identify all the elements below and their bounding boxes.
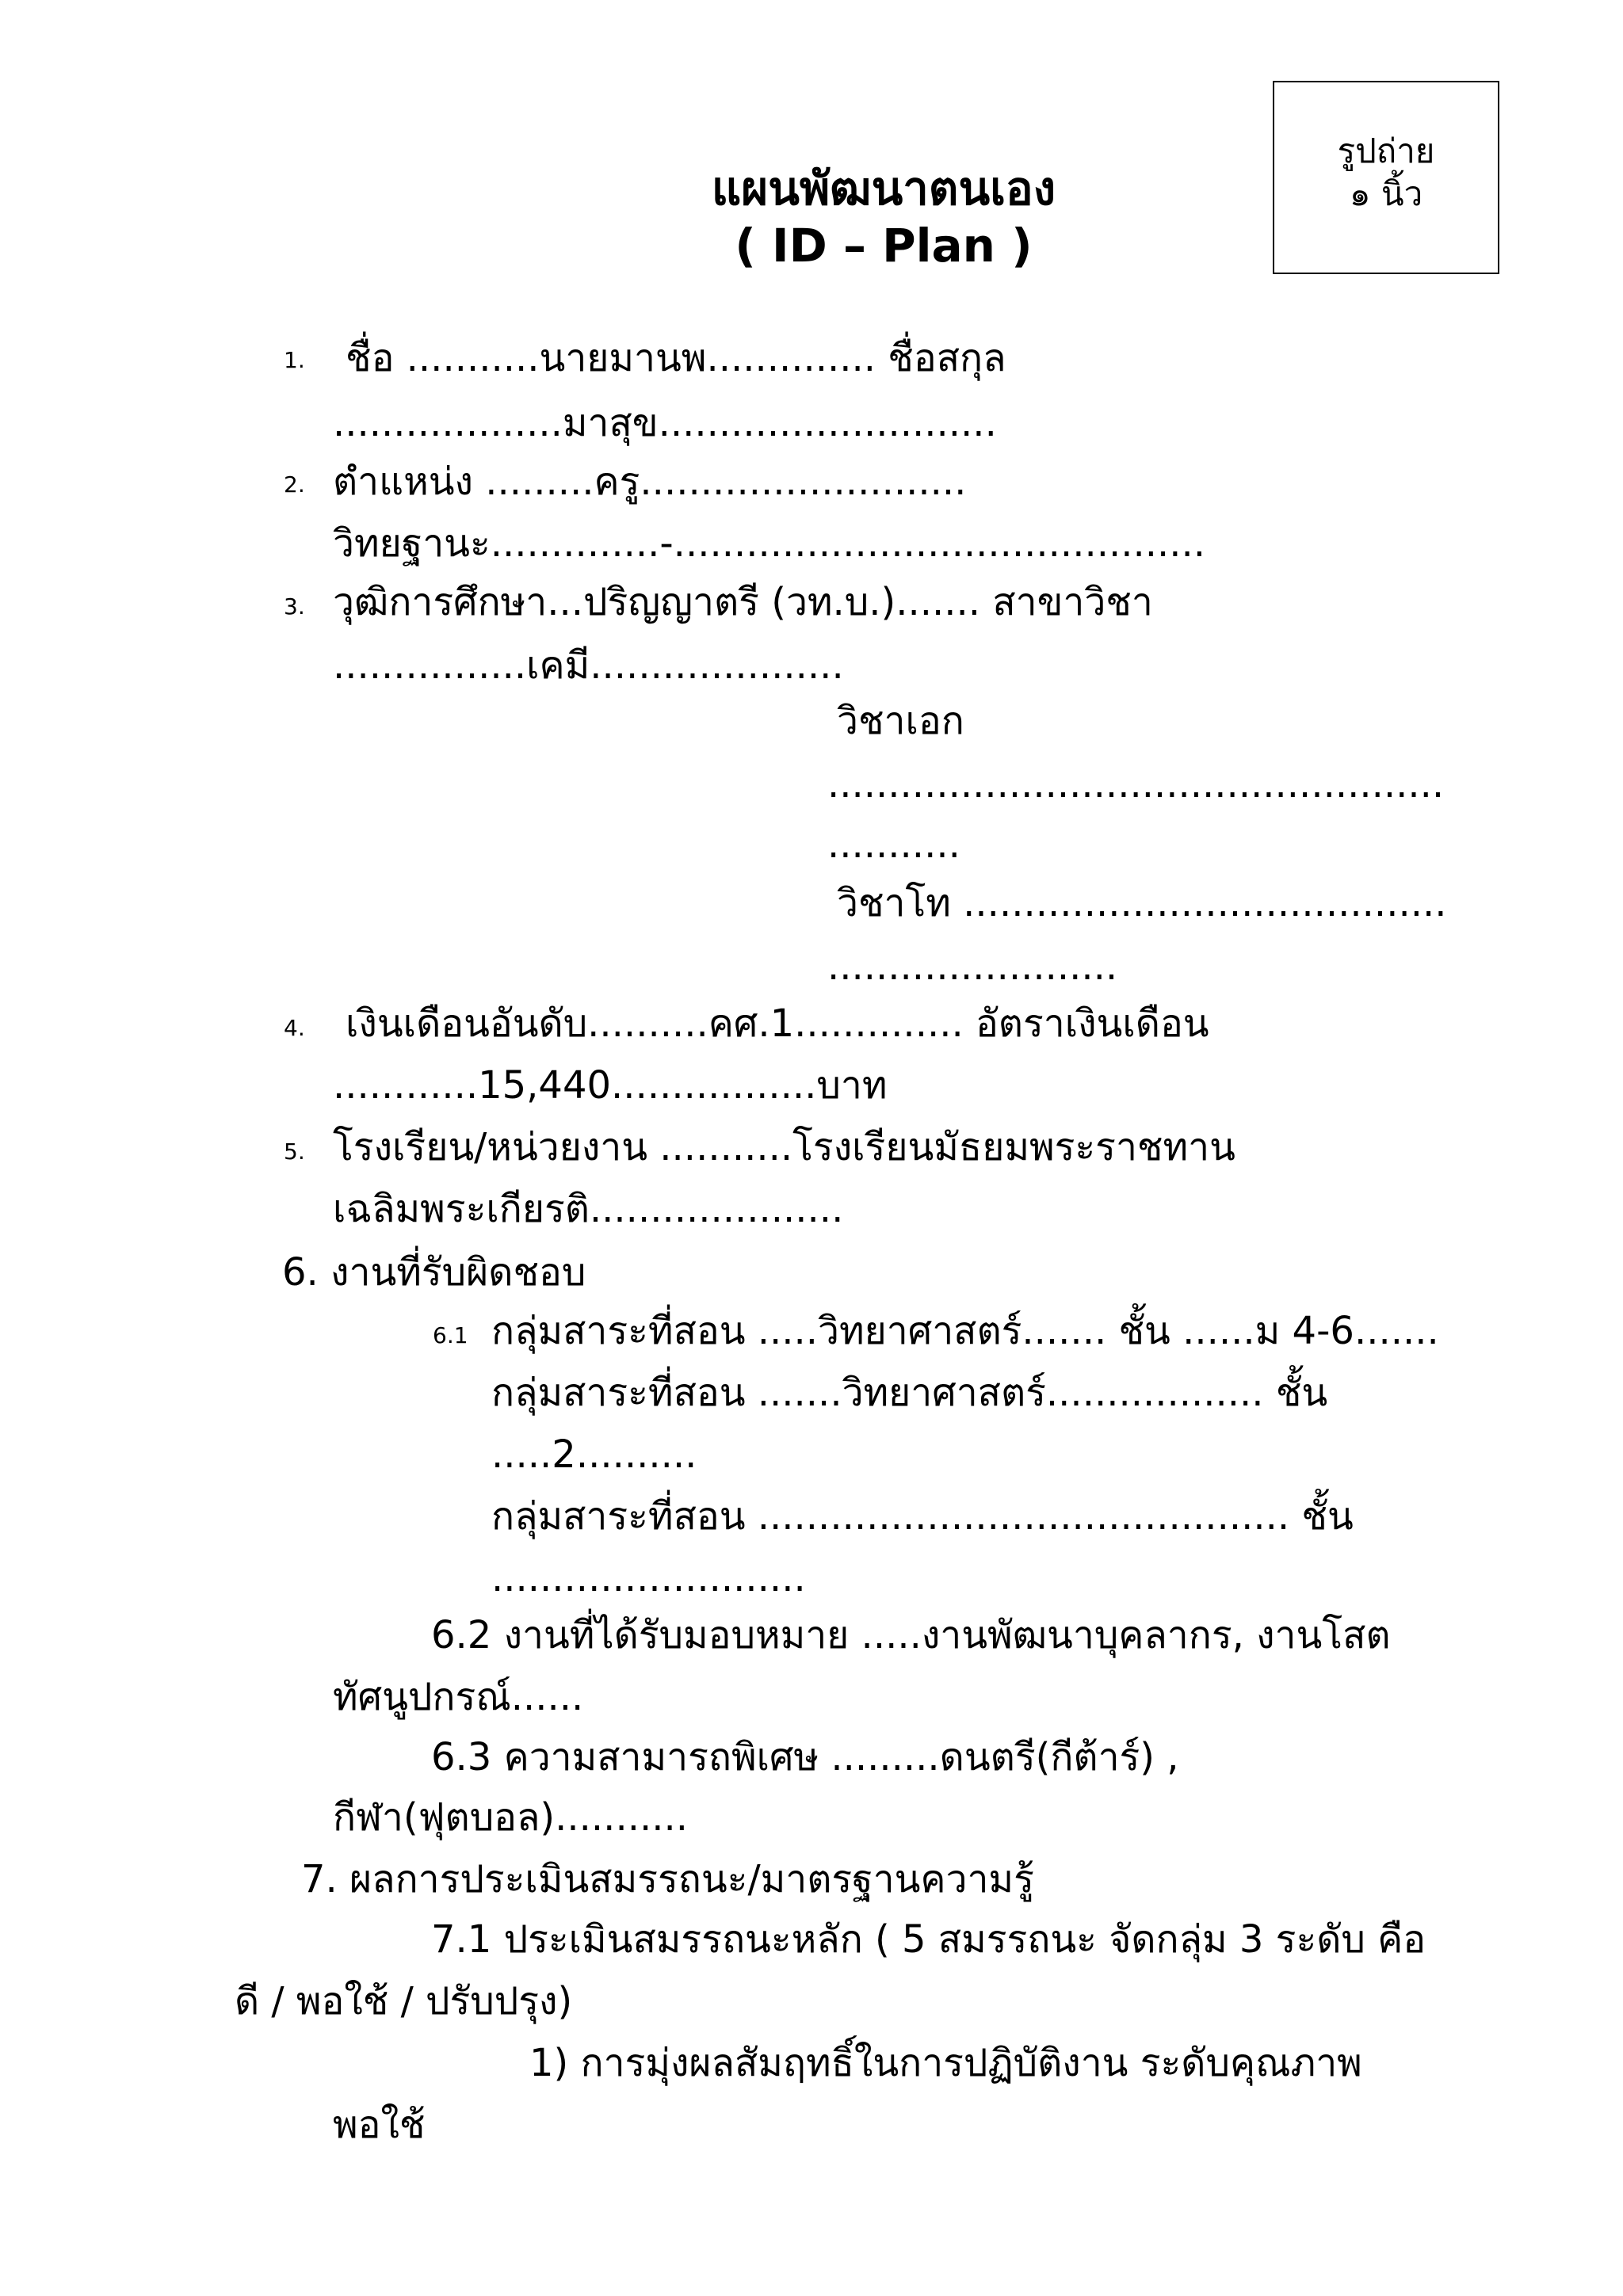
- document-subtitle: ( ID – Plan ): [735, 219, 1033, 273]
- subject-group-line-2: กลุ่มสาระที่สอน .......วิทยาศาสตร์.................. ชั้น: [491, 1371, 1328, 1415]
- photo-size-label: ๑ นิ้ว: [1349, 174, 1423, 213]
- position-line: ตำแหน่ง .........ครู...........................: [333, 460, 967, 504]
- academic-standing-line: วิทยฐานะ..............-............................................: [333, 521, 1206, 566]
- achievement-competency-line: 1) การมุ่งผลสัมฤทธิ์ในการปฏิบัติงาน ระดับคุณภาพ: [529, 2041, 1362, 2085]
- item-number-6-1: 6.1: [433, 1322, 468, 1348]
- item-number-2: 2.: [284, 471, 305, 498]
- document-title: แผนพัฒนาตนเอง: [711, 162, 1056, 215]
- item-number-1: 1.: [284, 347, 305, 373]
- name-line: ชื่อ ...........นายมานพ.............. ชื่อสกุล: [346, 336, 1006, 380]
- item-number-3: 3.: [284, 593, 305, 620]
- subject-group-line-3: กลุ่มสาระที่สอน ............................................ ชั้น: [491, 1494, 1354, 1539]
- minor-dots-continued: ........................: [827, 944, 1118, 989]
- item-number-4: 4.: [284, 1015, 305, 1041]
- major-dots-line: ...................................................: [827, 762, 1445, 807]
- achievement-competency-level: พอใช้: [333, 2103, 426, 2147]
- salary-amount-line: ............15,440.................บาท: [333, 1063, 888, 1108]
- education-line: วุฒิการศึกษา...ปริญญาตรี (วท.บ.)....... สาขาวิชา: [333, 580, 1153, 624]
- special-skills-continued: กีฬา(ฟุตบอล)...........: [333, 1795, 688, 1840]
- assigned-work-line: 6.2 งานที่ได้รับมอบหมาย .....งานพัฒนาบุคลากร, งานโสต: [431, 1613, 1391, 1657]
- core-competency-levels: ดี / พอใช้ / ปรับปรุง): [235, 1979, 573, 2023]
- major-dots-continued: ...........: [827, 822, 960, 867]
- salary-level-line: เงินเดือนอันดับ..........คศ.1.............. อัตราเงินเดือน: [346, 1001, 1209, 1046]
- assigned-work-continued: ทัศนูปกรณ์......: [333, 1675, 584, 1719]
- item-number-5: 5.: [284, 1138, 305, 1165]
- subject-group-line-2-grade: .....2..........: [491, 1432, 697, 1477]
- school-line: โรงเรียน/หน่วยงาน ...........โรงเรียนมัธยมพระราชทาน: [333, 1125, 1235, 1169]
- special-skills-line: 6.3 ความสามารถพิเศษ .........ดนตรี(กีต้าร์) ,: [431, 1735, 1179, 1779]
- field-of-study-line: ................เคมี.....................: [333, 643, 844, 688]
- minor-line: วิชาโท ........................................: [837, 881, 1447, 925]
- surname-line: ...................มาสุข............................: [333, 401, 997, 445]
- major-label: วิชาเอก: [837, 699, 964, 743]
- core-competency-line: 7.1 ประเมินสมรรถนะหลัก ( 5 สมรรถนะ จัดกลุ่ม 3 ระดับ คือ: [431, 1917, 1426, 1962]
- subject-group-line-1: กลุ่มสาระที่สอน .....วิทยาศาสตร์....... ชั้น ......ม 4-6.......: [491, 1309, 1439, 1353]
- competency-assessment-heading: 7. ผลการประเมินสมรรถนะ/มาตรฐานความรู้: [301, 1857, 1034, 1901]
- photo-label: รูปถ่าย: [1337, 132, 1435, 170]
- school-line-continued: เฉลิมพระเกียรติ.....................: [333, 1187, 844, 1231]
- subject-group-line-3-grade: ..........................: [491, 1556, 806, 1600]
- responsibilities-heading: 6. งานที่รับผิดชอบ: [282, 1250, 586, 1295]
